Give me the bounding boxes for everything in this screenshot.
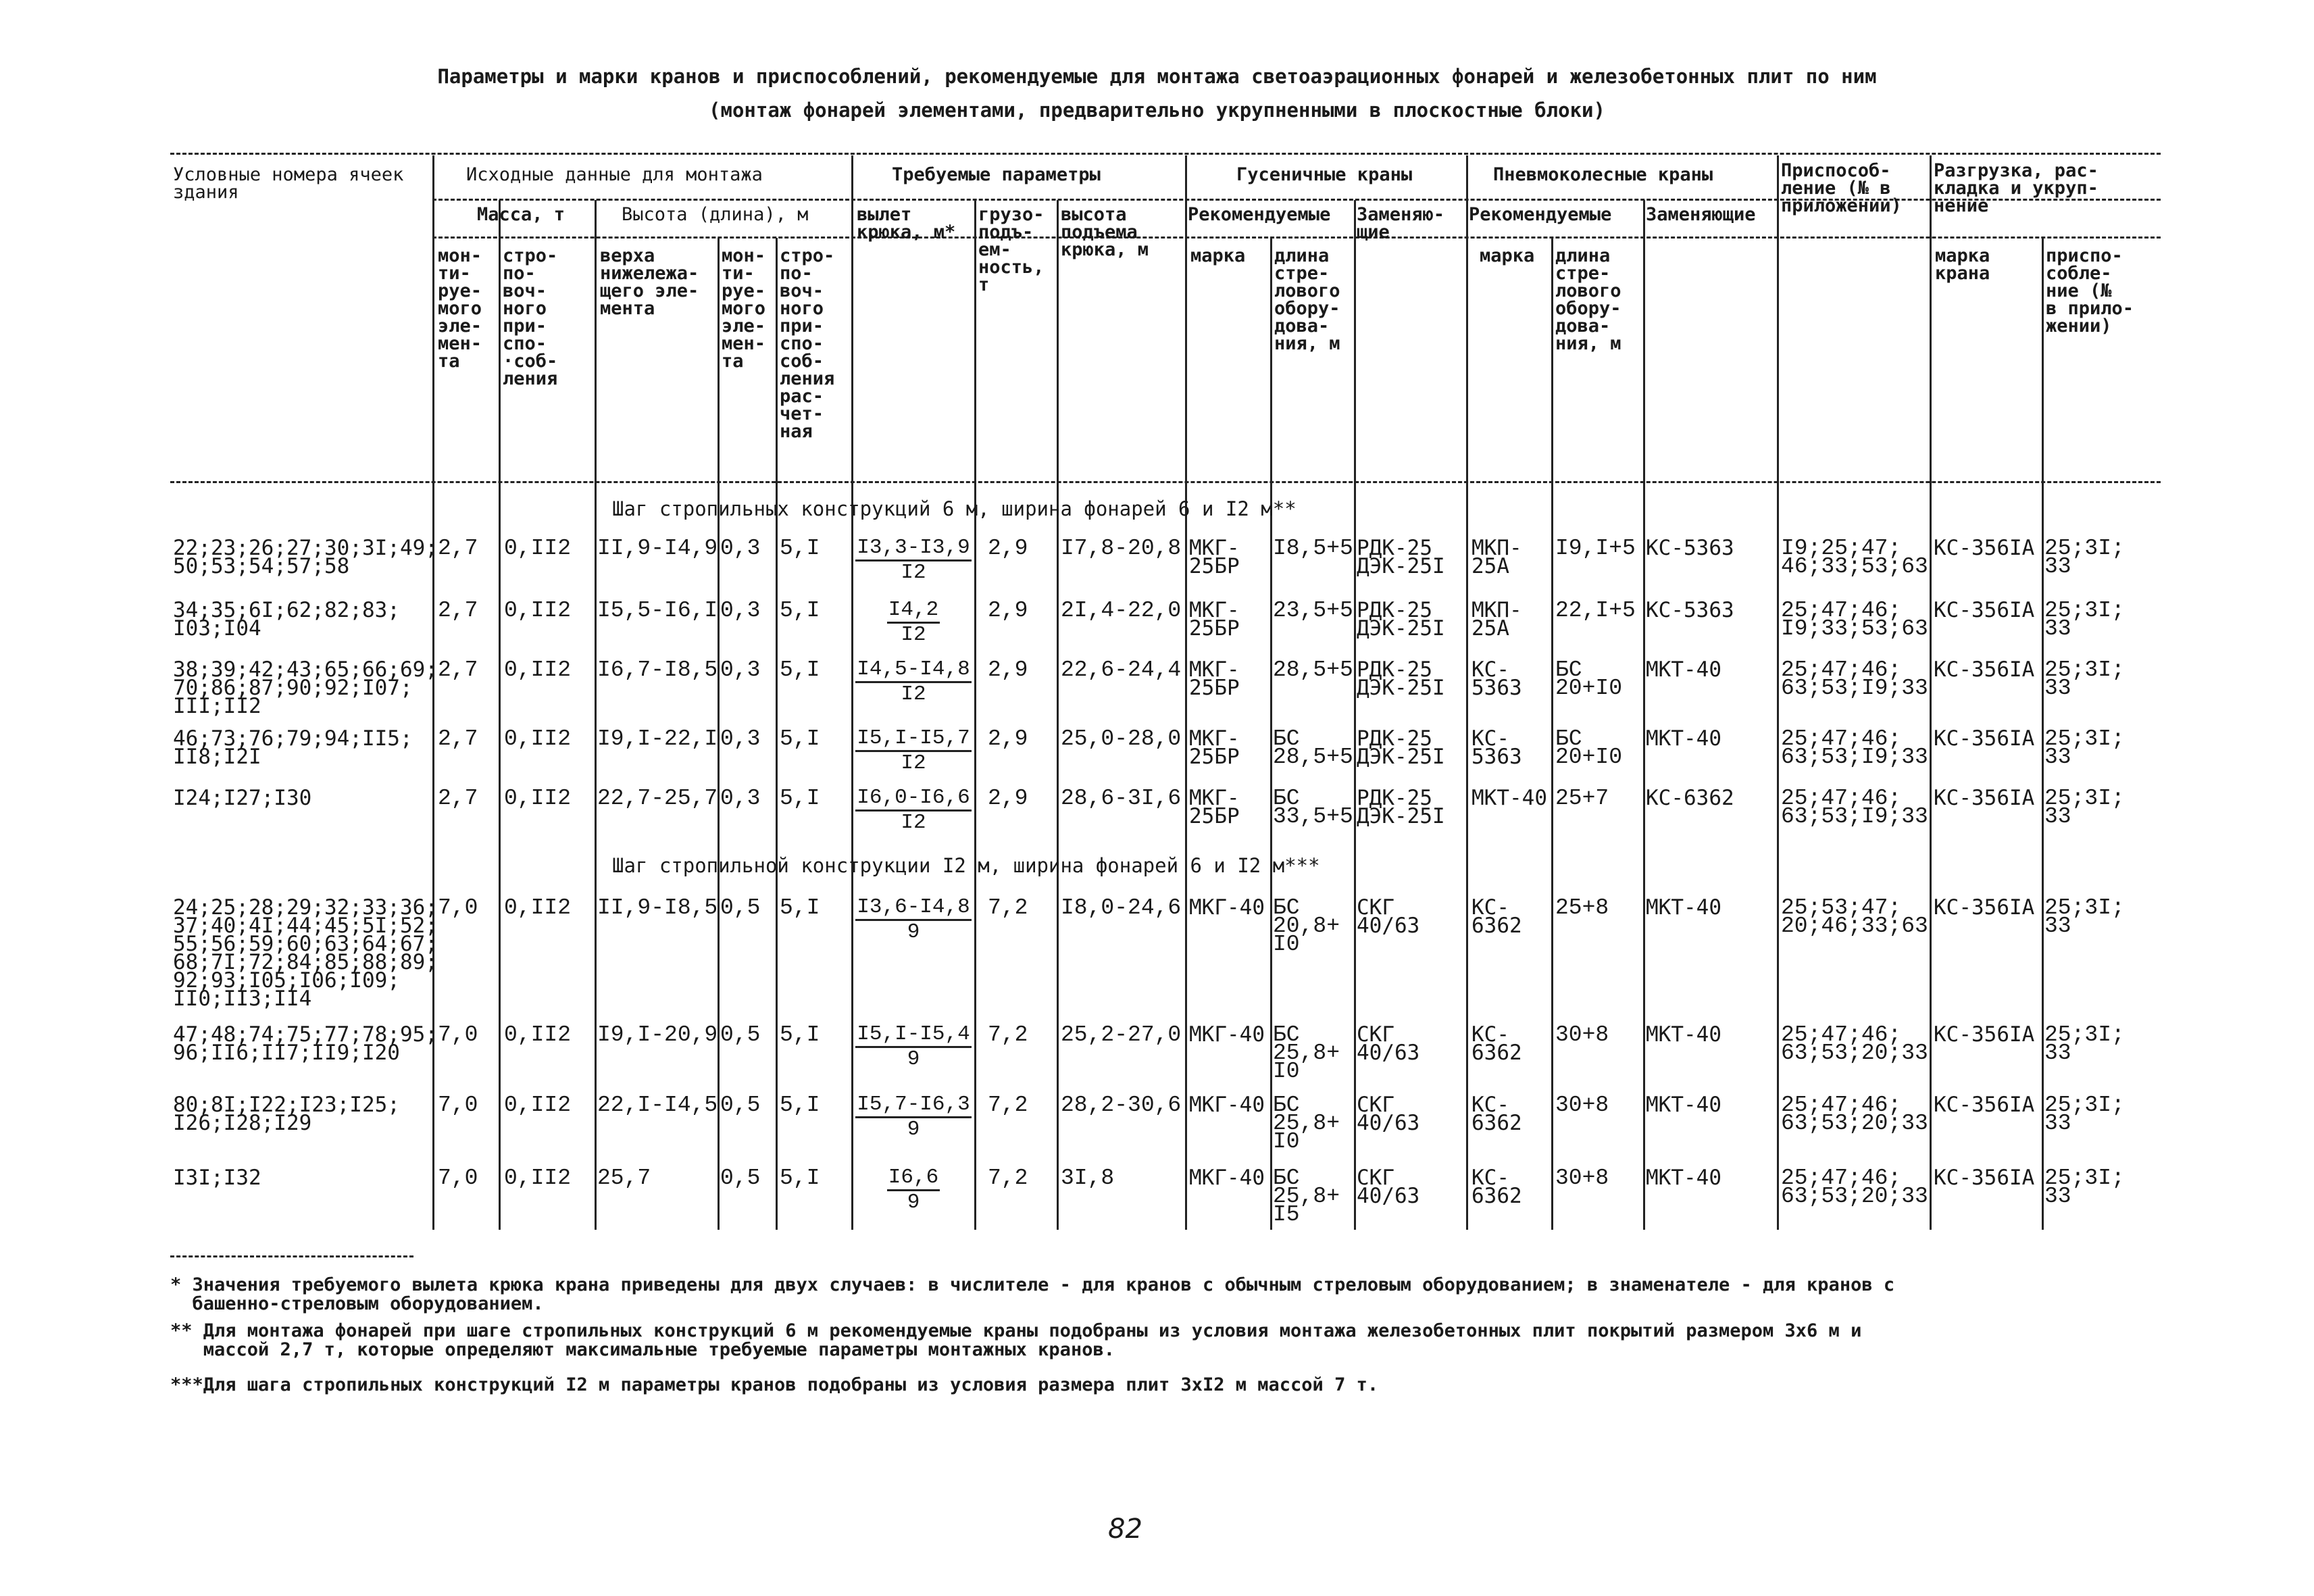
section-caption-6m: Шаг стропильных конструкций 6 м, ширина фонарей 6 и I2 м** bbox=[612, 497, 1297, 520]
cell-h3: 5,I bbox=[780, 895, 820, 920]
cell-h1: II,9-I4,9 bbox=[597, 536, 718, 561]
cell-ub: КС-356IА bbox=[1934, 1093, 2035, 1117]
cell-crs: СКГ 40/63 bbox=[1357, 1093, 1420, 1135]
cell-ub: КС-356IА bbox=[1934, 536, 2035, 560]
cell-dev: 25;53;47; 20;46;33;63 bbox=[1781, 895, 1928, 939]
header-height-top: верха нижележа- щего эле- мента bbox=[600, 245, 699, 319]
vline-6 bbox=[851, 155, 853, 1230]
cell-dev: 25;47;46; I9;33;53;63 bbox=[1781, 598, 1928, 641]
vline-9 bbox=[1185, 155, 1187, 1230]
cell-h1: 25,7 bbox=[597, 1166, 651, 1191]
reach-denominator: 9 bbox=[907, 1118, 920, 1141]
reach-numerator: I6,0-I6,6 bbox=[855, 787, 971, 812]
vline-17 bbox=[2042, 238, 2044, 1230]
header-pneumatic: Пневмоколесные краны bbox=[1493, 164, 1713, 185]
reach-denominator: 9 bbox=[907, 1047, 920, 1071]
cell-reach-fraction bbox=[854, 537, 973, 584]
cell-pb: КС- 6362 bbox=[1472, 1022, 1522, 1065]
cell-crl: 23,5+5 bbox=[1273, 598, 1353, 623]
cell-crb: МКГ- 25БР bbox=[1189, 726, 1240, 769]
header-boom: длина стре- лового обору- дова- ния, м bbox=[1274, 245, 1340, 354]
vline-7 bbox=[974, 200, 976, 1230]
reach-numerator: I3,3-I3,9 bbox=[855, 537, 971, 562]
cell-lift: 22,6-24,4 bbox=[1061, 657, 1182, 682]
vline-16 bbox=[1930, 155, 1932, 1230]
cell-pb: МКТ-40 bbox=[1472, 786, 1547, 810]
header-capacity: грузо- подъ- ем- ность, т bbox=[978, 204, 1045, 295]
cell-lift: 28,6-3I,6 bbox=[1061, 786, 1182, 811]
cell-reach-fraction bbox=[854, 658, 973, 706]
cell-m2: 0,II2 bbox=[504, 1093, 572, 1118]
cell-crs: СКГ 40/63 bbox=[1357, 895, 1420, 938]
cell-ps: МКТ-40 bbox=[1646, 1093, 1721, 1117]
reach-numerator: I4,5-I4,8 bbox=[855, 658, 971, 683]
cell-ud: 25;3I; 33 bbox=[2044, 536, 2125, 579]
cell-m2: 0,II2 bbox=[504, 786, 572, 811]
cell-dev: 25;47;46; 63;53;I9;33 bbox=[1781, 726, 1928, 770]
cell-lift: 2I,4-22,0 bbox=[1061, 598, 1182, 623]
cell-cells: 80;8I;I22;I23;I25; I26;I28;I29 bbox=[173, 1093, 400, 1135]
title-line-1: Параметры и марки кранов и приспособлений, рекомендуемые для монтажа светоаэрационных фонарей и железобетонных плит по ним bbox=[437, 65, 1877, 88]
cell-h2: 0,3 bbox=[720, 726, 761, 751]
cell-dev: 25;47;46; 63;53;20;33 bbox=[1781, 1166, 1928, 1209]
cell-m2: 0,II2 bbox=[504, 536, 572, 561]
cell-h2: 0,3 bbox=[720, 598, 761, 623]
section-caption-12m: Шаг стропильной конструкции I2 м, ширина фонарей 6 и I2 м*** bbox=[612, 854, 1320, 877]
header-reach: вылет крюка, м* bbox=[857, 204, 956, 243]
cell-crb: МКГ-40 bbox=[1189, 1166, 1265, 1190]
footnote-1: * Значения требуемого вылета крюка крана приведены для двух случаев: в числителе - для кранов с обычным стреловым оборудованием; в знаменателе - для кранов с башенно-стреловым оборудованием. bbox=[170, 1274, 1895, 1314]
reach-denominator: 9 bbox=[907, 1191, 920, 1214]
cell-ps: КС-6362 bbox=[1646, 786, 1734, 810]
reach-numerator: I6,6 bbox=[887, 1166, 940, 1191]
vline-2 bbox=[499, 200, 501, 1230]
cell-h3: 5,I bbox=[780, 1166, 820, 1191]
cell-crl: 28,5+5 bbox=[1273, 657, 1353, 682]
header-mass-element: мон- ти- руе- мого эле- мен- та bbox=[438, 245, 482, 372]
header-boom-2: длина стре- лового обору- дова- ния, м bbox=[1555, 245, 1621, 354]
cell-h2: 0,3 bbox=[720, 536, 761, 561]
header-recommended: Рекомендуемые bbox=[1188, 204, 1331, 225]
cell-m2: 0,II2 bbox=[504, 1022, 572, 1047]
cell-m1: 7,0 bbox=[438, 1022, 478, 1047]
cell-h3: 5,I bbox=[780, 536, 820, 561]
cell-h1: I9,I-20,9 bbox=[597, 1022, 718, 1047]
cell-cells: 34;35;6I;62;82;83; I03;I04 bbox=[173, 598, 400, 641]
header-mass-device: стро- по- воч- ного при- спо- ·соб- ления bbox=[503, 245, 558, 389]
cell-lift: 25,0-28,0 bbox=[1061, 726, 1182, 751]
header-height: Высота (длина), м bbox=[622, 204, 809, 225]
cell-dev: 25;47;46; 63;53;I9;33 bbox=[1781, 657, 1928, 701]
cell-pb: КС- 5363 bbox=[1472, 726, 1522, 769]
cell-pl: 30+8 bbox=[1555, 1093, 1609, 1118]
reach-denominator: I2 bbox=[901, 682, 926, 706]
cell-ub: КС-356IА bbox=[1934, 895, 2035, 920]
rule-header-bottom bbox=[170, 481, 2161, 483]
cell-m1: 2,7 bbox=[438, 536, 478, 561]
cell-cap: 2,9 bbox=[988, 726, 1028, 751]
cell-m2: 0,II2 bbox=[504, 726, 572, 751]
cell-h2: 0,5 bbox=[720, 1022, 761, 1047]
cell-crs: СКГ 40/63 bbox=[1357, 1022, 1420, 1065]
reach-denominator: I2 bbox=[901, 561, 926, 584]
cell-cells: I24;I27;I30 bbox=[173, 786, 312, 810]
cell-ud: 25;3I; 33 bbox=[2044, 657, 2125, 701]
cell-pl: 22,I+5 bbox=[1555, 598, 1636, 623]
cell-ps: МКТ-40 bbox=[1646, 726, 1721, 751]
cell-h2: 0,5 bbox=[720, 1166, 761, 1191]
cell-lift: I7,8-20,8 bbox=[1061, 536, 1182, 561]
header-mass: Масса, т bbox=[477, 204, 565, 225]
cell-ps: МКТ-40 bbox=[1646, 1166, 1721, 1190]
cell-pl: 25+8 bbox=[1555, 895, 1609, 920]
cell-m1: 7,0 bbox=[438, 1166, 478, 1191]
cell-lift: 25,2-27,0 bbox=[1061, 1022, 1182, 1047]
cell-ud: 25;3I; 33 bbox=[2044, 1166, 2125, 1209]
vline-12 bbox=[1466, 155, 1468, 1230]
cell-m1: 7,0 bbox=[438, 1093, 478, 1118]
cell-pl: БС 20+I0 bbox=[1555, 726, 1623, 770]
header-recommended-2: Рекомендуемые bbox=[1469, 204, 1612, 225]
reach-numerator: I5,7-I6,3 bbox=[855, 1093, 971, 1118]
cell-crs: РДК-25 ДЭК-25I bbox=[1357, 536, 1445, 578]
header-device-2: приспо- собле- ние (№ в прило- жении) bbox=[2046, 245, 2134, 336]
cell-cap: 7,2 bbox=[988, 1022, 1028, 1047]
vline-8 bbox=[1057, 200, 1059, 1230]
cell-ub: КС-356IА bbox=[1934, 1022, 2035, 1047]
cell-h1: 22,I-I4,5 bbox=[597, 1093, 718, 1118]
rule-top bbox=[170, 153, 2161, 155]
cell-h2: 0,5 bbox=[720, 1093, 761, 1118]
footnote-2: ** Для монтажа фонарей при шаге стропильных конструкций 6 м рекомендуемые краны подобраны из условия монтажа железобетонных плит покрытий размером 3х6 м и массой 2,7 т, которые определяют максимальные требуемые параметры монтажных кранов. bbox=[170, 1320, 1862, 1360]
header-crawler: Гусеничные краны bbox=[1236, 164, 1413, 185]
cell-crl: БС 33,5+5 bbox=[1273, 786, 1353, 829]
cell-reach-fraction bbox=[854, 1093, 973, 1141]
cell-h1: I9,I-22,I bbox=[597, 726, 718, 751]
vline-10 bbox=[1270, 238, 1272, 1230]
cell-ps: КС-5363 bbox=[1646, 536, 1734, 560]
cell-cells: I3I;I32 bbox=[173, 1166, 261, 1190]
reach-denominator: 9 bbox=[907, 920, 920, 944]
header-brand-2: марка bbox=[1480, 245, 1535, 266]
cell-m1: 2,7 bbox=[438, 598, 478, 623]
cell-ud: 25;3I; 33 bbox=[2044, 1093, 2125, 1136]
cell-crb: МКГ-40 bbox=[1189, 1022, 1265, 1047]
cell-m1: 2,7 bbox=[438, 657, 478, 682]
cell-crl: БС 25,8+ I5 bbox=[1273, 1166, 1340, 1227]
cell-h2: 0,3 bbox=[720, 657, 761, 682]
cell-cap: 7,2 bbox=[988, 895, 1028, 920]
cell-crs: РДК-25 ДЭК-25I bbox=[1357, 726, 1445, 769]
cell-pb: КС- 6362 bbox=[1472, 895, 1522, 938]
header-brand: марка bbox=[1190, 245, 1246, 266]
cell-crb: МКГ- 25БР bbox=[1189, 598, 1240, 641]
cell-crl: БС 28,5+5 bbox=[1273, 726, 1353, 770]
page-number: 82 bbox=[1108, 1514, 1142, 1545]
header-unloading: Разгрузка, рас- кладка и укруп- нение bbox=[1934, 160, 2098, 216]
cell-ud: 25;3I; 33 bbox=[2044, 895, 2125, 939]
reach-numerator: I3,6-I4,8 bbox=[855, 896, 971, 921]
cell-ud: 25;3I; 33 bbox=[2044, 786, 2125, 829]
footnote-3: ***Для шага стропильных конструкций I2 м параметры кранов подобраны из условия размера плит 3хI2 м массой 7 т. bbox=[170, 1374, 1379, 1395]
cell-ud: 25;3I; 33 bbox=[2044, 1022, 2125, 1066]
cell-cap: 2,9 bbox=[988, 657, 1028, 682]
cell-h3: 5,I bbox=[780, 657, 820, 682]
cell-lift: 3I,8 bbox=[1061, 1166, 1115, 1191]
cell-m2: 0,II2 bbox=[504, 895, 572, 920]
cell-h3: 5,I bbox=[780, 726, 820, 751]
cell-ub: КС-356IА bbox=[1934, 786, 2035, 810]
header-substitute: Заменяю- щие bbox=[1357, 204, 1445, 243]
cell-crl: БС 25,8+ I0 bbox=[1273, 1093, 1340, 1154]
header-required: Требуемые параметры bbox=[892, 164, 1101, 185]
cell-pl: I9,I+5 bbox=[1555, 536, 1636, 561]
cell-crs: РДК-25 ДЭК-25I bbox=[1357, 657, 1445, 700]
header-initial-data: Исходные данные для монтажа bbox=[466, 164, 763, 185]
vline-11 bbox=[1354, 200, 1356, 1230]
reach-denominator: I2 bbox=[901, 811, 926, 834]
cell-cells: 22;23;26;27;30;3I;49; 50;53;54;57;58 bbox=[173, 536, 438, 578]
header-height-element: мон- ти- руе- мого эле- мен- та bbox=[722, 245, 766, 372]
cell-pb: МКП- 25А bbox=[1472, 598, 1522, 641]
cell-h3: 5,I bbox=[780, 1093, 820, 1118]
cell-dev: 25;47;46; 63;53;20;33 bbox=[1781, 1022, 1928, 1066]
cell-h3: 5,I bbox=[780, 786, 820, 811]
cell-dev: 25;47;46; 63;53;I9;33 bbox=[1781, 786, 1928, 829]
reach-denominator: I2 bbox=[901, 751, 926, 775]
cell-cells: 46;73;76;79;94;II5; II8;I2I bbox=[173, 726, 413, 769]
cell-h2: 0,5 bbox=[720, 895, 761, 920]
cell-cap: 2,9 bbox=[988, 536, 1028, 561]
cell-reach-fraction bbox=[854, 1023, 973, 1071]
cell-h1: I6,7-I8,5 bbox=[597, 657, 718, 682]
cell-m2: 0,II2 bbox=[504, 1166, 572, 1191]
cell-pl: БС 20+I0 bbox=[1555, 657, 1623, 701]
cell-lift: 28,2-30,6 bbox=[1061, 1093, 1182, 1118]
cell-crb: МКГ- 25БР bbox=[1189, 786, 1240, 828]
header-substitute-2: Заменяющие bbox=[1646, 204, 1756, 225]
cell-cap: 2,9 bbox=[988, 786, 1028, 811]
cell-m1: 7,0 bbox=[438, 895, 478, 920]
cell-cells: 38;39;42;43;65;66;69; 70;86;87;90;92;I07; III;II2 bbox=[173, 657, 438, 718]
cell-cap: 7,2 bbox=[988, 1166, 1028, 1191]
header-crane-brand: марка крана bbox=[1935, 245, 1990, 284]
cell-crb: МКГ-40 bbox=[1189, 895, 1265, 920]
cell-h1: II,9-I8,5 bbox=[597, 895, 718, 920]
cell-cap: 7,2 bbox=[988, 1093, 1028, 1118]
cell-ub: КС-356IА bbox=[1934, 726, 2035, 751]
cell-pb: КС- 6362 bbox=[1472, 1093, 1522, 1135]
vline-13 bbox=[1551, 238, 1553, 1230]
cell-ud: 25;3I; 33 bbox=[2044, 598, 2125, 641]
cell-m2: 0,II2 bbox=[504, 657, 572, 682]
cell-m1: 2,7 bbox=[438, 786, 478, 811]
cell-pb: КС- 6362 bbox=[1472, 1166, 1522, 1208]
cell-ps: МКТ-40 bbox=[1646, 895, 1721, 920]
cell-cells: 47;48;74;75;77;78;95; 96;II6;II7;II9;I20 bbox=[173, 1022, 438, 1065]
reach-numerator: I5,I-I5,7 bbox=[855, 727, 971, 752]
cell-pl: 25+7 bbox=[1555, 786, 1609, 811]
cell-crl: БС 25,8+ I0 bbox=[1273, 1022, 1340, 1084]
cell-crl: БС 20,8+ I0 bbox=[1273, 895, 1340, 957]
cell-ps: МКТ-40 bbox=[1646, 657, 1721, 682]
footnote-rule bbox=[170, 1255, 413, 1257]
cell-ub: КС-356IА bbox=[1934, 657, 2035, 682]
cell-crs: СКГ 40/63 bbox=[1357, 1166, 1420, 1208]
cell-cap: 2,9 bbox=[988, 598, 1028, 623]
vline-4 bbox=[718, 238, 720, 1230]
cell-dev: I9;25;47; 46;33;53;63 bbox=[1781, 536, 1928, 579]
rule-header-sub bbox=[432, 236, 2161, 239]
cell-crb: МКГ-40 bbox=[1189, 1093, 1265, 1117]
cell-reach-fraction bbox=[854, 727, 973, 775]
header-device: Приспособ- ление (№ в приложении) bbox=[1781, 160, 1902, 216]
vline-15 bbox=[1777, 155, 1779, 1230]
reach-denominator: I2 bbox=[901, 623, 926, 647]
cell-ps: МКТ-40 bbox=[1646, 1022, 1721, 1047]
cell-ub: КС-356IА bbox=[1934, 1166, 2035, 1190]
header-lift-height: высота подъема крюка, м bbox=[1061, 204, 1149, 260]
cell-ps: КС-5363 bbox=[1646, 598, 1734, 622]
cell-h2: 0,3 bbox=[720, 786, 761, 811]
cell-m1: 2,7 bbox=[438, 726, 478, 751]
header-height-device: стро- по- воч- ного при- спо- соб- ления рас- чет- ная bbox=[780, 245, 835, 442]
cell-ub: КС-356IА bbox=[1934, 598, 2035, 622]
cell-pl: 30+8 bbox=[1555, 1166, 1609, 1191]
cell-crb: МКГ- 25БР bbox=[1189, 536, 1240, 578]
title-line-2: (монтаж фонарей элементами, предварительно укрупненными в плоскостные блоки) bbox=[709, 99, 1605, 122]
cell-h3: 5,I bbox=[780, 598, 820, 623]
header-cells: Условные номера ячеек здания bbox=[173, 164, 404, 203]
cell-pb: КС- 5363 bbox=[1472, 657, 1522, 700]
cell-reach-fraction bbox=[854, 599, 973, 647]
vline-14 bbox=[1643, 200, 1645, 1230]
cell-reach-fraction bbox=[854, 1166, 973, 1214]
cell-h3: 5,I bbox=[780, 1022, 820, 1047]
cell-pl: 30+8 bbox=[1555, 1022, 1609, 1047]
cell-h1: I5,5-I6,I bbox=[597, 598, 718, 623]
cell-dev: 25;47;46; 63;53;20;33 bbox=[1781, 1093, 1928, 1136]
cell-crs: РДК-25 ДЭК-25I bbox=[1357, 786, 1445, 828]
cell-ud: 25;3I; 33 bbox=[2044, 726, 2125, 770]
vline-5 bbox=[776, 238, 778, 1230]
cell-lift: I8,0-24,6 bbox=[1061, 895, 1182, 920]
cell-m2: 0,II2 bbox=[504, 598, 572, 623]
cell-cells: 24;25;28;29;32;33;36; 37;40;4I;44;45;5I;52; 55;56;59;60;63;64;67; 68;7I;72;84;85;88;89; 92;93;I05;I06;I09; II0;II3;II4 bbox=[173, 895, 438, 1011]
cell-crl: I8,5+5 bbox=[1273, 536, 1353, 561]
cell-h1: 22,7-25,7 bbox=[597, 786, 718, 811]
vline-3 bbox=[595, 200, 597, 1230]
cell-pb: МКП- 25А bbox=[1472, 536, 1522, 578]
cell-reach-fraction bbox=[854, 896, 973, 944]
cell-crs: РДК-25 ДЭК-25I bbox=[1357, 598, 1445, 641]
cell-crb: МКГ- 25БР bbox=[1189, 657, 1240, 700]
reach-numerator: I5,I-I5,4 bbox=[855, 1023, 971, 1048]
cell-reach-fraction bbox=[854, 787, 973, 834]
reach-numerator: I4,2 bbox=[887, 599, 940, 624]
